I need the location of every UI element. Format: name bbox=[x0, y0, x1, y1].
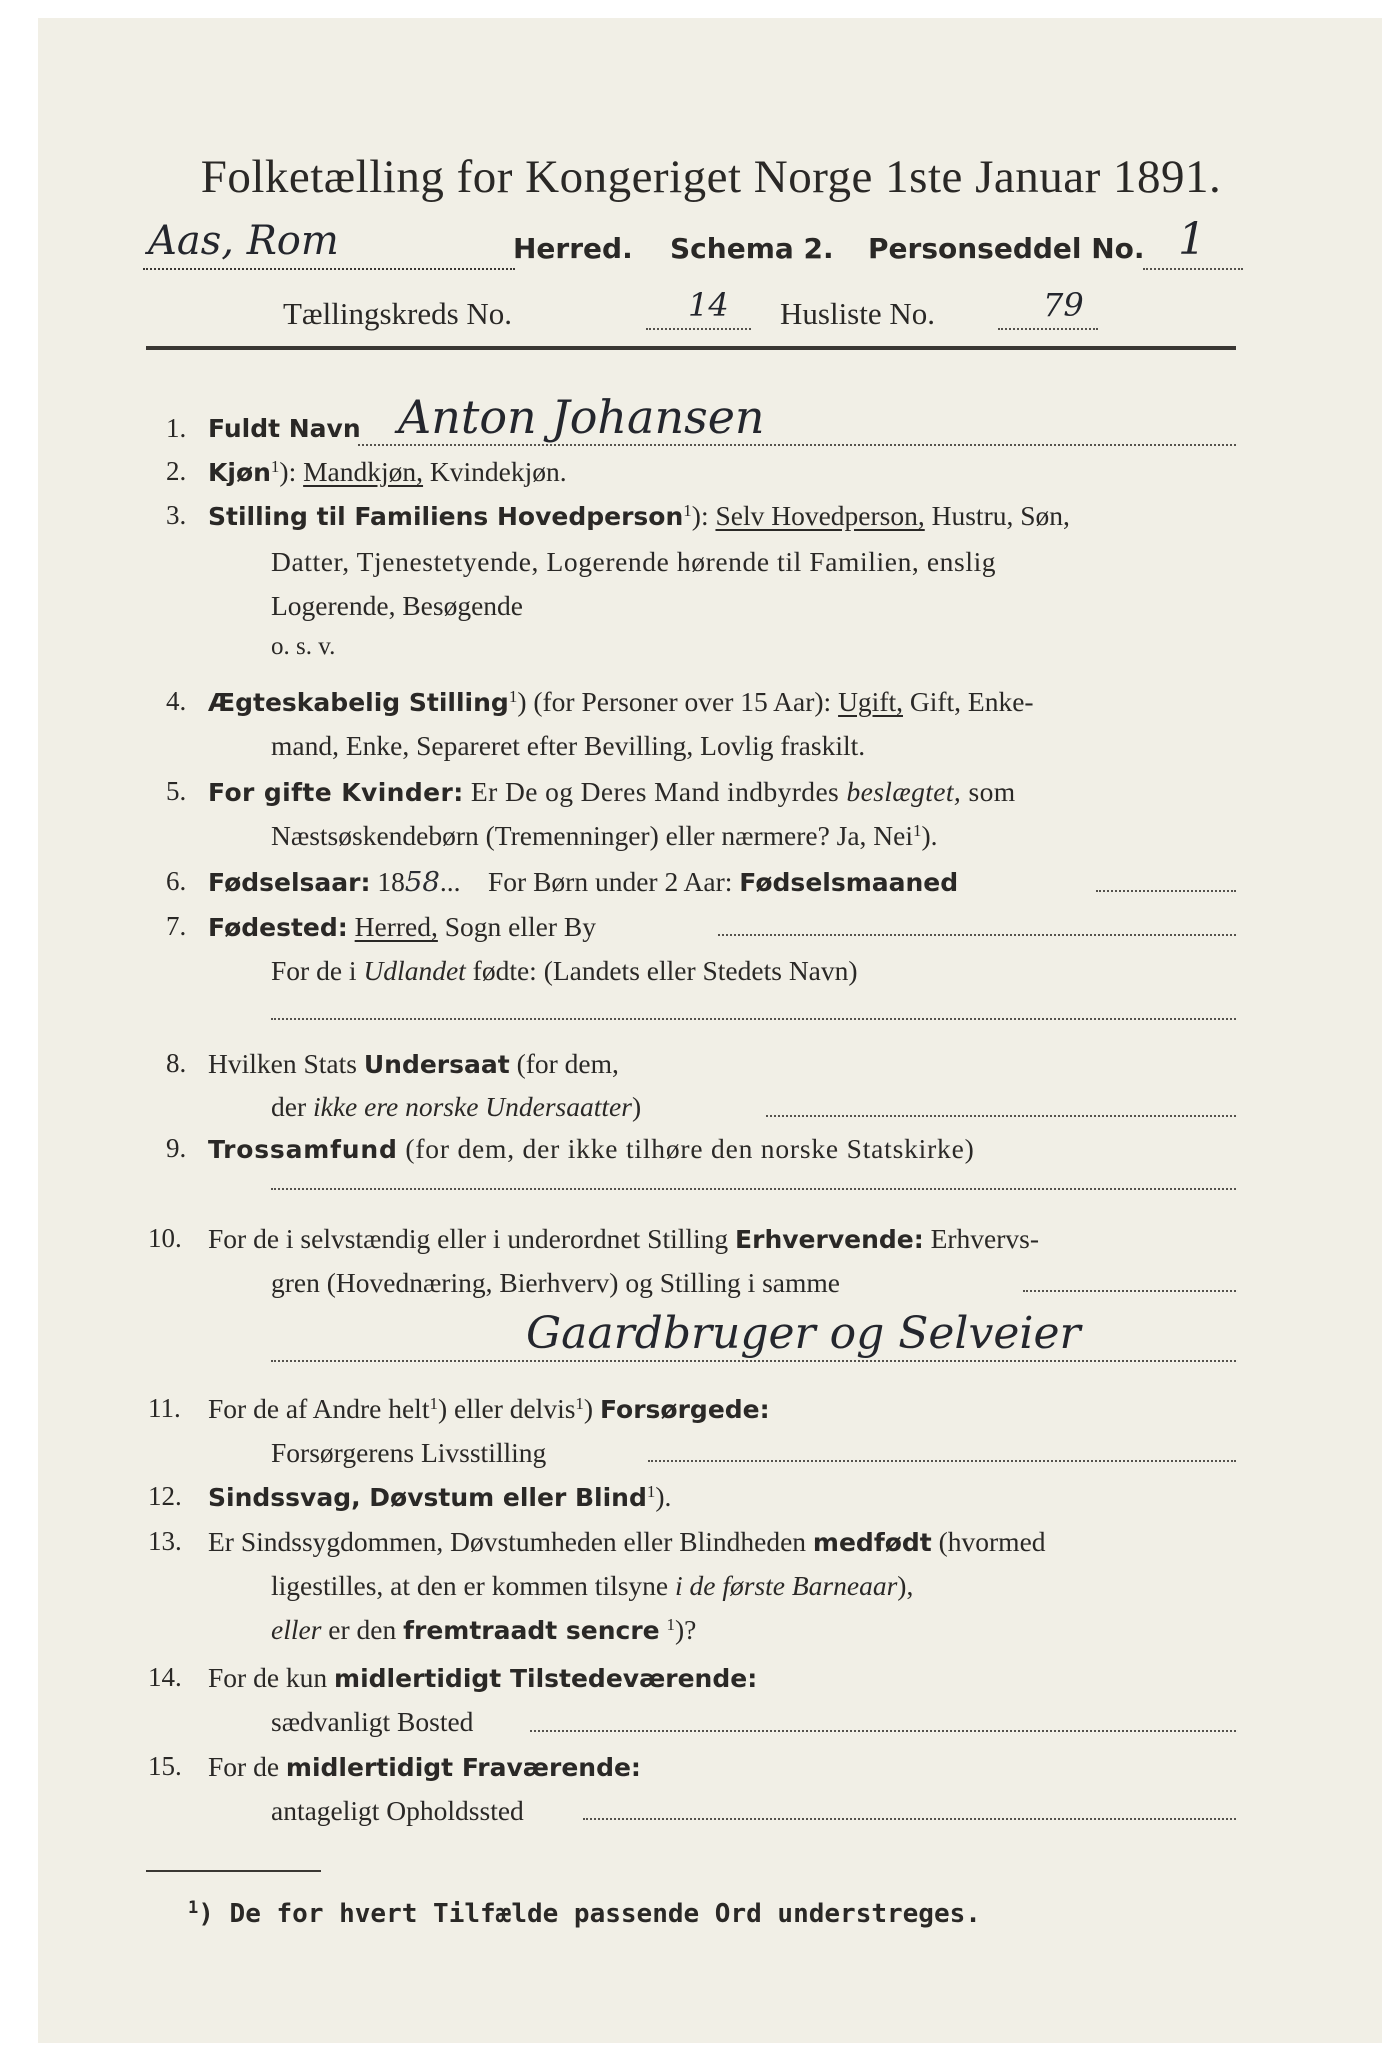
q13-text-b: (hvormed bbox=[938, 1526, 1046, 1557]
q13-line3-italic: eller bbox=[271, 1614, 322, 1645]
q13-sup: 1 bbox=[666, 1615, 676, 1634]
q4-text-a: ) (for Personer over 15 Aar): bbox=[517, 686, 832, 717]
q7-line2-italic: Udlandet bbox=[363, 955, 466, 986]
personseddel-label: Personseddel No. bbox=[868, 232, 1145, 265]
q5-row1 bbox=[208, 776, 1016, 808]
q13-line3-a: er den bbox=[328, 1614, 397, 1645]
q7-line2-a: For de i bbox=[271, 955, 357, 986]
husliste-label: Husliste No. bbox=[780, 296, 935, 331]
q14-row1 bbox=[208, 1662, 757, 1694]
q8-row1 bbox=[208, 1048, 619, 1080]
husliste-value: 79 bbox=[1043, 286, 1084, 324]
q1-number: 1. bbox=[166, 413, 187, 443]
schema-label: Schema 2. bbox=[670, 232, 834, 265]
q4-number: 4. bbox=[166, 686, 187, 716]
footnote bbox=[188, 1898, 981, 1929]
q12-row bbox=[208, 1481, 671, 1513]
q7-label: Fødested: bbox=[208, 913, 348, 942]
q13-line3-bold: fremtraadt sencre bbox=[403, 1616, 660, 1645]
q7-line2-b: fødte: (Landets eller Stedets Navn) bbox=[472, 955, 858, 986]
footnote-sup: 1 bbox=[188, 1898, 199, 1918]
q10-underline-2 bbox=[271, 1360, 1236, 1362]
kreds-label: Tællingskreds No. bbox=[283, 296, 513, 331]
q11-text-c: ) bbox=[583, 1393, 594, 1424]
q3-text-a: ): bbox=[691, 500, 709, 531]
q11-row1 bbox=[208, 1393, 770, 1425]
q15-underline bbox=[583, 1818, 1236, 1820]
q13-label: medfødt bbox=[812, 1528, 932, 1557]
q14-number: 14. bbox=[148, 1662, 182, 1692]
q6-label: Fødselsaar: bbox=[208, 868, 371, 897]
q10-underline-1 bbox=[1023, 1290, 1236, 1292]
q8-text-a: Hvilken Stats bbox=[208, 1048, 357, 1079]
q2-label: Kjøn bbox=[208, 458, 271, 487]
q3-sup: 1 bbox=[683, 501, 692, 520]
kreds-underline bbox=[646, 328, 751, 330]
q5-label: For gifte Kvinder: bbox=[208, 778, 464, 807]
q2-number: 2. bbox=[166, 456, 187, 486]
q15-text-a: For de bbox=[208, 1751, 280, 1782]
q5-line2-end: ). bbox=[921, 820, 938, 851]
q7-underline-2 bbox=[271, 1018, 1236, 1020]
q4-label: Ægteskabelig Stilling bbox=[208, 688, 509, 717]
q3-label: Stilling til Familiens Hovedperson bbox=[208, 502, 684, 531]
q5-text-italic: beslægtet, bbox=[846, 776, 962, 807]
q6-number: 6. bbox=[166, 866, 187, 896]
q4-row1 bbox=[208, 686, 1034, 718]
header-rule bbox=[146, 346, 1236, 350]
q3-row1 bbox=[208, 500, 1070, 532]
q10-text-a: For de i selvstændig eller i underordnet Stilling bbox=[208, 1223, 729, 1254]
q7-row2 bbox=[271, 955, 858, 987]
q8-line2-italic: ikke ere norske Undersaatter bbox=[313, 1091, 632, 1122]
q3-text-b: Hustru, Søn, bbox=[931, 500, 1070, 531]
q13-row2 bbox=[271, 1570, 913, 1602]
q11-row2: Forsørgerens Livsstilling bbox=[271, 1437, 547, 1468]
q11-sup-1: 1 bbox=[429, 1394, 438, 1413]
q4-sup: 1 bbox=[508, 687, 518, 706]
q12-number: 12. bbox=[148, 1481, 182, 1511]
q10-row1 bbox=[208, 1223, 1039, 1255]
q5-line2: Næstsøskendebørn (Tremenninger) eller nærmere? Ja, Nei bbox=[271, 820, 914, 851]
q12-label: Sindssvag, Døvstum eller Blind bbox=[208, 1483, 647, 1512]
q11-underline bbox=[648, 1460, 1236, 1462]
q3-number: 3. bbox=[166, 500, 187, 530]
q8-underline bbox=[766, 1115, 1236, 1117]
q1-answer: Anton Johansen bbox=[398, 390, 765, 444]
q3-option-selected: Selv Hovedperson, bbox=[715, 500, 925, 531]
q15-row2: antageligt Opholdssted bbox=[271, 1795, 524, 1826]
q13-text-a: Er Sindssygdommen, Døvstumheden eller Blindheden bbox=[208, 1526, 807, 1557]
q8-row2: der ikke ere norske Undersaatter) bbox=[271, 1091, 642, 1122]
q13-line2-italic: i de første Barneaar bbox=[675, 1570, 898, 1601]
q14-row2: sædvanligt Bosted bbox=[271, 1706, 474, 1737]
q15-label: midlertidigt Fraværende: bbox=[285, 1753, 641, 1782]
q11-sup-2: 1 bbox=[575, 1394, 584, 1413]
herred-underline bbox=[143, 268, 515, 270]
q7-option-selected: Herred, bbox=[354, 911, 438, 942]
q7-text-a: Sogn eller By bbox=[444, 911, 596, 942]
q12-end: ). bbox=[655, 1481, 672, 1512]
q1-label: Fuldt Navn bbox=[208, 414, 361, 443]
q7-row1 bbox=[208, 911, 596, 943]
q15-number: 15. bbox=[148, 1751, 182, 1781]
q13-line3-end: )? bbox=[675, 1614, 697, 1645]
q8-text-b: (for dem, bbox=[516, 1048, 619, 1079]
q13-line2-a: ligestilles, at den er kommen tilsyne bbox=[271, 1570, 669, 1601]
q10-number: 10. bbox=[148, 1223, 182, 1253]
q8-label: Undersaat bbox=[363, 1050, 510, 1079]
q6-row: Fødselsaar: 1858... For Børn under 2 Aar: Fødselsmaaned bbox=[208, 866, 959, 898]
q5-sup: 1 bbox=[913, 821, 922, 840]
q10-answer: Gaardbruger og Selveier bbox=[526, 1308, 1081, 1359]
q12-sup: 1 bbox=[646, 1482, 656, 1501]
q1-underline bbox=[358, 444, 1236, 446]
q2-colon: ): bbox=[279, 456, 297, 487]
q4-text-b: Gift, Enke- bbox=[909, 686, 1034, 717]
q6-text-b: For Børn under 2 Aar: bbox=[488, 866, 733, 897]
q9-label: Trossamfund bbox=[208, 1135, 398, 1164]
q10-row2: gren (Hovednæring, Bierhverv) og Stilling i samme bbox=[271, 1267, 841, 1298]
q10-label: Erhvervende: bbox=[735, 1225, 924, 1254]
q5-text-a: Er De og Deres Mand indbyrdes bbox=[470, 776, 840, 807]
q5-number: 5. bbox=[166, 776, 187, 806]
q7-number: 7. bbox=[166, 911, 187, 941]
q13-row1 bbox=[208, 1526, 1046, 1558]
footnote-rule bbox=[146, 1870, 321, 1872]
husliste-underline bbox=[998, 328, 1098, 330]
q2-sup: 1 bbox=[270, 457, 280, 476]
q2-option-kvindekjon: Kvindekjøn. bbox=[429, 456, 567, 487]
q9-row bbox=[208, 1133, 975, 1165]
q9-number: 9. bbox=[166, 1133, 187, 1163]
personseddel-underline bbox=[1143, 268, 1243, 270]
herred-value: Aas, Rom bbox=[148, 218, 339, 264]
q2-row bbox=[208, 456, 567, 488]
q11-number: 11. bbox=[148, 1393, 181, 1423]
q3-row2: Datter, Tjenestetyende, Logerende hørende til Familien, enslig bbox=[271, 546, 997, 577]
q3-row4: o. s. v. bbox=[271, 633, 336, 660]
form-title: Folketælling for Kongeriget Norge 1ste Januar 1891. bbox=[200, 151, 1222, 203]
q6-label-b: Fødselsmaaned bbox=[739, 868, 959, 897]
q8-number: 8. bbox=[166, 1048, 187, 1078]
footnote-text: ) De for hvert Tilfælde passende Ord understreges. bbox=[198, 1899, 981, 1929]
q7-underline-1 bbox=[718, 934, 1236, 936]
q11-text-b: ) eller delvis bbox=[437, 1393, 576, 1424]
q5-text-b: som bbox=[968, 776, 1016, 807]
kreds-value: 14 bbox=[688, 286, 729, 324]
q9-underline bbox=[271, 1188, 1236, 1190]
q6-underline bbox=[1096, 890, 1236, 892]
q6-value: 58 bbox=[404, 866, 440, 898]
q13-line2-b: ), bbox=[897, 1570, 914, 1601]
q5-row2 bbox=[271, 820, 938, 852]
q8-line2-a: der bbox=[271, 1091, 307, 1122]
q11-label: Forsørgede: bbox=[599, 1395, 770, 1424]
q9-text: (for dem, der ikke tilhøre den norske Statskirke) bbox=[405, 1133, 975, 1164]
q4-row2: mand, Enke, Separeret efter Bevilling, Lovlig fraskilt. bbox=[271, 730, 866, 761]
q14-label: midlertidigt Tilstedeværende: bbox=[334, 1664, 758, 1693]
herred-label: Herred. bbox=[513, 232, 633, 265]
q6-prefix: 18 bbox=[377, 866, 405, 897]
census-form-page bbox=[38, 18, 1382, 2043]
personseddel-value: 1 bbox=[1178, 214, 1206, 265]
q3-row3: Logerende, Besøgende bbox=[271, 590, 523, 621]
q4-option-selected: Ugift, bbox=[838, 686, 903, 717]
q2-option-mandkjon: Mandkjøn, bbox=[303, 456, 424, 487]
q15-row1 bbox=[208, 1751, 641, 1783]
q10-text-b: Erhvervs- bbox=[930, 1223, 1040, 1254]
q13-row3 bbox=[271, 1614, 696, 1646]
q14-underline bbox=[530, 1730, 1236, 1732]
q13-number: 13. bbox=[148, 1526, 182, 1556]
q14-text-a: For de kun bbox=[208, 1662, 328, 1693]
q11-text-a: For de af Andre helt bbox=[208, 1393, 430, 1424]
